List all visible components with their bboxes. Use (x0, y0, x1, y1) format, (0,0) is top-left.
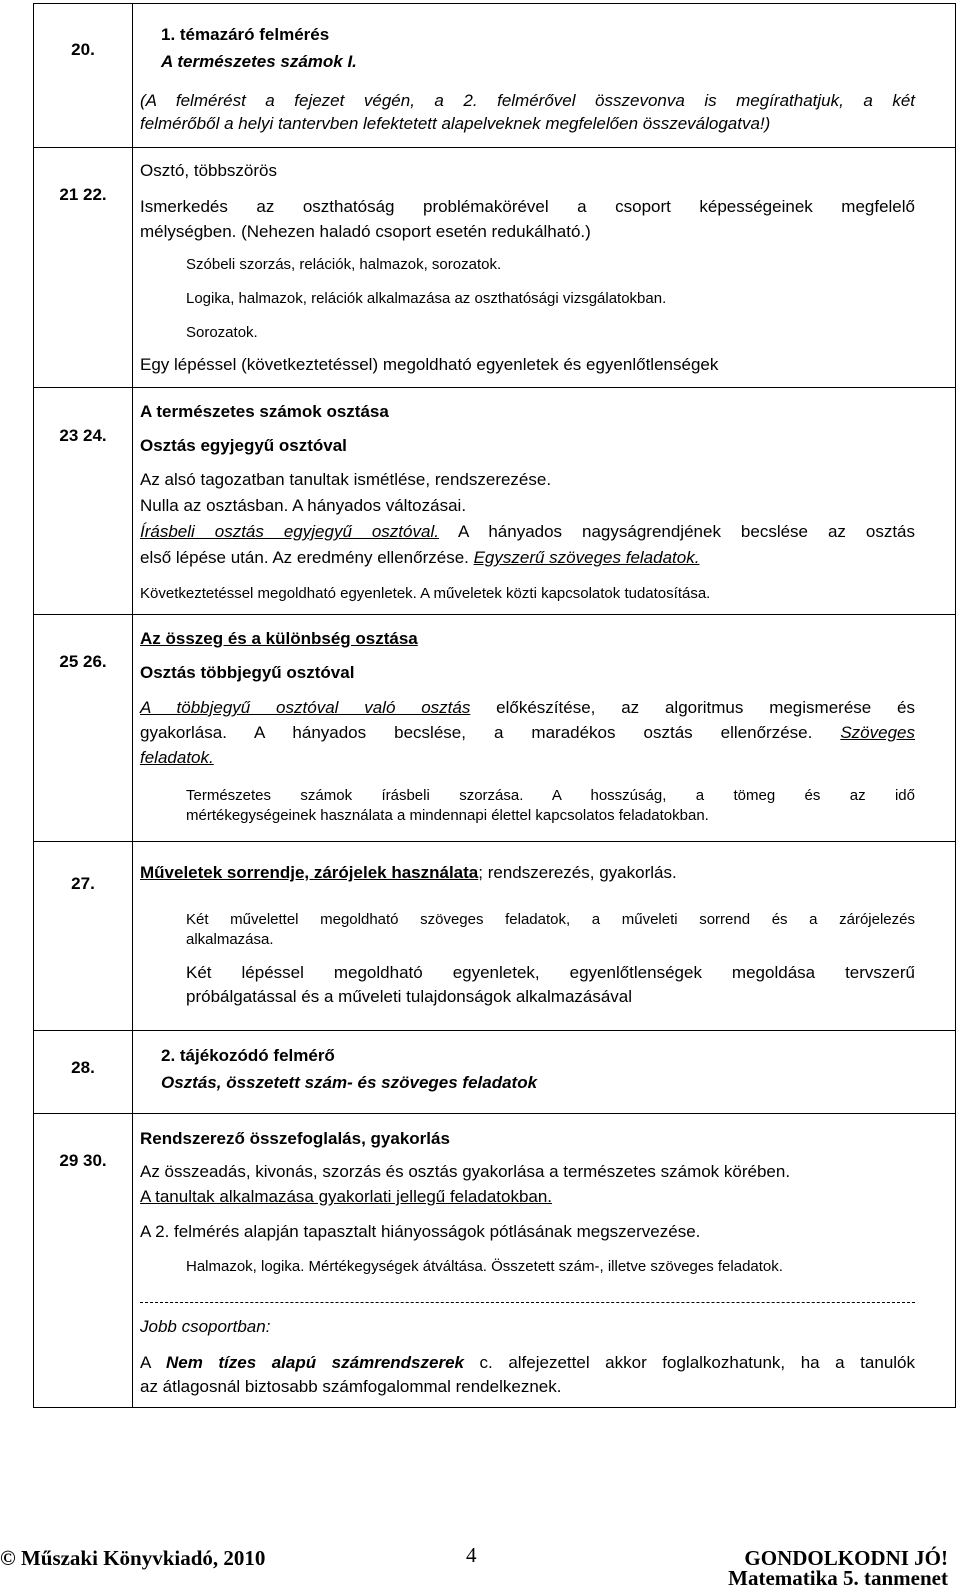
lesson-number: 28. (71, 1058, 95, 1077)
row-divider (33, 1113, 956, 1114)
review-text: Logika, halmazok, relációk alkalmazása az oszthatósági vizsgálatokban. (186, 290, 667, 307)
assessment-note: (A felmérést a fejezet végén, a 2. felmérővel összevonva is megírathatjuk, a két (140, 91, 915, 110)
topic-text-emphasis: A többjegyű osztóval való osztás (140, 698, 471, 717)
topic-text-part: A (140, 1353, 166, 1372)
topic-text (140, 698, 915, 718)
lesson-number: 20. (71, 40, 95, 59)
topic-title-main: Műveletek sorrendje, zárójelek használata (140, 863, 479, 882)
row-divider (33, 841, 956, 842)
book-subtitle: Matematika 5. tanmenet (728, 1566, 948, 1590)
topic-text-emphasis: Nem tízes alapú számrendszerek (165, 1353, 464, 1372)
topic-text-underlined: A tanultak alkalmazása gyakorlati jellegű feladatokban. (140, 1187, 553, 1206)
book-title: GONDOLKODNI JÓ! (744, 1546, 948, 1570)
row-divider (33, 387, 956, 388)
review-text: mértékegységeinek használata a mindennapi élettel kapcsolatos feladatokban. (186, 807, 709, 824)
topic-text (140, 522, 915, 542)
lesson-number: 25 26. (59, 652, 107, 671)
topic-title: Az összeg és a különbség osztása (140, 629, 418, 648)
lesson-number: 29 30. (59, 1151, 107, 1170)
topic-text (140, 1353, 915, 1373)
advanced-group-label: Jobb csoportban: (140, 1317, 271, 1336)
topic-title: Osztó, többszörös (140, 161, 278, 180)
dashed-separator (140, 1302, 915, 1303)
topic-text-part: gyakorlása. A hányados becslése, a maradékos osztás ellenőrzése. (140, 723, 841, 742)
topic-subtitle: Osztás többjegyű osztóval (140, 663, 355, 682)
review-text: Szóbeli szorzás, relációk, halmazok, sorozatok. (186, 256, 502, 273)
publisher-copyright: © Műszaki Könyvkiadó, 2010 (0, 1546, 266, 1570)
topic-title: A természetes számok osztása (140, 402, 389, 421)
assessment-subtitle: A természetes számok I. (161, 52, 357, 71)
review-text: Sorozatok. (186, 324, 258, 341)
review-text: Halmazok, logika. Mértékegységek átváltása. Összetett szám-, illetve szöveges feladatok. (186, 1258, 783, 1275)
topic-title: Rendszerező összefoglalás, gyakorlás (140, 1129, 450, 1148)
topic-text: Egy lépéssel (következtetéssel) megoldható egyenletek és egyenlőtlenségek (140, 355, 719, 374)
review-text: Két művelettel megoldható szöveges feladatok, a műveleti sorrend és a zárójelezés (186, 911, 915, 928)
topic-text-emphasis: Írásbeli osztás egyjegyű osztóval. (140, 522, 439, 541)
review-text: Két lépéssel megoldható egyenletek, egyenlőtlenségek megoldása tervszerű (186, 963, 915, 982)
topic-text: Nulla az osztásban. A hányados változásai. (140, 496, 467, 515)
lesson-number: 23 24. (59, 426, 107, 445)
topic-text (140, 548, 699, 568)
topic-text-rest: A hányados nagyságrendjének becslése az osztás (438, 522, 915, 541)
topic-text: Ismerkedés az oszthatóság problémakörével a csoport képességeinek megfelelő (140, 197, 915, 216)
column-divider (132, 3, 133, 1408)
topic-text (140, 1187, 552, 1207)
topic-subtitle: Osztás egyjegyű osztóval (140, 436, 347, 455)
topic-text: Az összeadás, kivonás, szorzás és osztás gyakorlása a természetes számok körében. (140, 1162, 791, 1181)
topic-text-rest: c. alfejezettel akkor foglalkozhatunk, ha a tanulók (463, 1353, 916, 1372)
lesson-number: 21 22. (59, 185, 107, 204)
topic-text: mélységben. (Nehezen haladó csoport esetén redukálható.) (140, 222, 591, 241)
row-divider (33, 1030, 956, 1031)
topic-text-emphasis: Szöveges (840, 723, 915, 742)
topic-text: az átlagosnál biztosabb számfogalommal rendelkeznek. (140, 1377, 562, 1396)
assessment-note: felmérőből a helyi tantervben lefektetett alapelveknek megfelelően összeválogatva!) (140, 114, 771, 133)
lesson-number: 27. (71, 874, 95, 893)
topic-title-rest: ; rendszerezés, gyakorlás. (478, 863, 677, 882)
topic-title (140, 863, 677, 883)
row-divider (33, 147, 956, 148)
topic-text: feladatok. (140, 748, 214, 767)
assessment-subtitle: Osztás, összetett szám- és szöveges feladatok (161, 1073, 538, 1092)
topic-text-rest: előkészítése, az algoritmus megismerése és (470, 698, 915, 717)
topic-text-emphasis: Egyszerű szöveges feladatok. (473, 548, 700, 567)
review-text: Következtetéssel megoldható egyenletek. A műveletek közti kapcsolatok tudatosítása. (140, 585, 711, 602)
page-number: 4 (466, 1543, 477, 1567)
review-text: Természetes számok írásbeli szorzása. A hosszúság, a tömeg és az idő (186, 787, 915, 804)
review-text: próbálgatással és a műveleti tulajdonságok alkalmazásával (186, 987, 633, 1006)
topic-text (140, 723, 915, 743)
assessment-title: 1. témazáró felmérés (161, 25, 330, 44)
row-divider (33, 614, 956, 615)
topic-text-part: első lépése után. Az eredmény ellenőrzése. (140, 548, 474, 567)
review-text: alkalmazása. (186, 931, 274, 948)
topic-text: A 2. felmérés alapján tapasztalt hiányosságok pótlásának megszervezése. (140, 1222, 701, 1241)
topic-text: Az alsó tagozatban tanultak ismétlése, rendszerezése. (140, 470, 552, 489)
assessment-title: 2. tájékozódó felmérő (161, 1046, 335, 1065)
